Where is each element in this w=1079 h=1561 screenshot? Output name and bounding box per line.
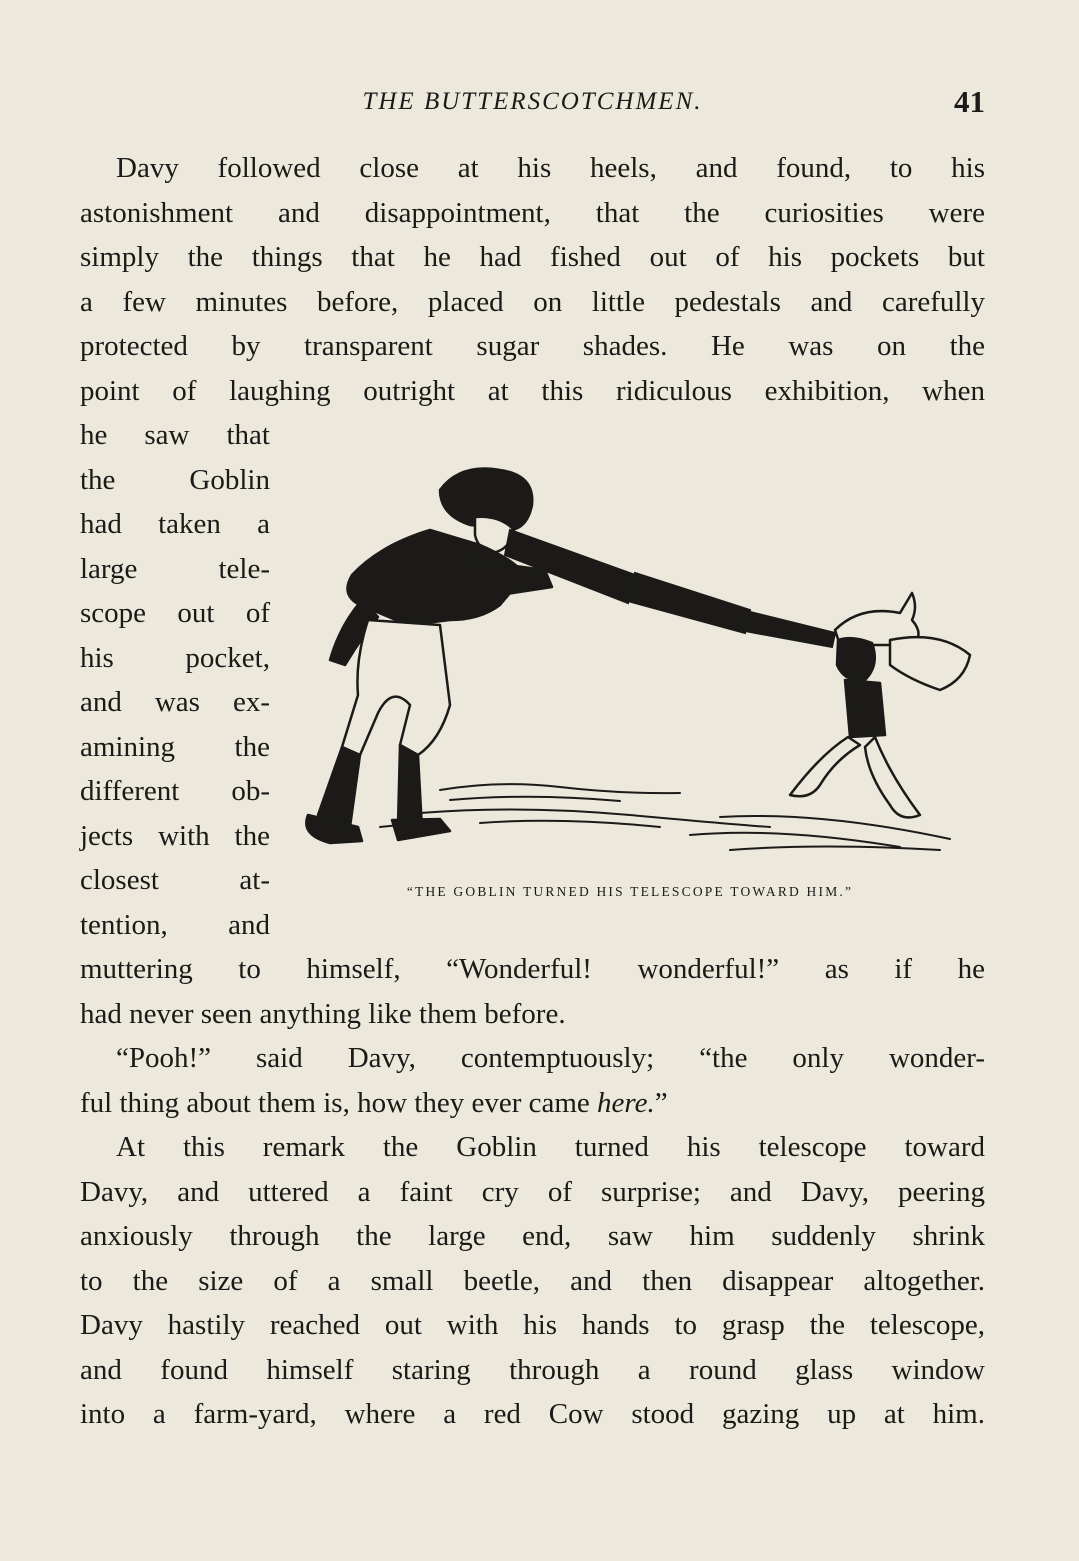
text-line: simply the things that he had fished out of his pockets but [80,241,985,273]
goblin-cape [890,637,970,690]
text-line: into a farm-yard, where a red Cow stood gazing up at him. [80,1398,985,1430]
text-line: his pocket, [80,641,270,674]
text-line: amining the [80,730,270,763]
goblin-face [837,638,875,680]
text-line: Davy followed close at his heels, and found, to his [116,152,985,184]
text-line: the Goblin [80,463,270,496]
italic-emphasis: here. [597,1086,655,1119]
text-line: and found himself staring through a round glass window [80,1353,985,1386]
text-line: and was ex- [80,686,270,718]
text-line: to the size of a small beetle, and then disappear altogether. [80,1264,985,1297]
running-head [80,82,985,122]
goblin-body [845,680,885,737]
text-line: a few minutes before, placed on little pedestals and carefully [80,285,985,318]
text-line: had never seen anything like them before. [80,997,566,1030]
paragraph-1-opening [80,146,985,413]
text-segment: ful thing about them is, how they ever came [80,1086,598,1119]
text-segment: ” [654,1086,668,1119]
text-line: closest at- [80,864,270,896]
text-line: large tele- [80,552,270,585]
text-line: protected by transparent sugar shades. He was on the [80,330,985,362]
boy-figure [306,469,552,843]
text-line: At this remark the Goblin turned his telescope toward [116,1131,985,1163]
page-number: 41 [954,84,985,119]
text-line: had taken a [80,508,270,540]
text-line: Davy, and uttered a faint cry of surprise; and Davy, peering [80,1175,985,1208]
text-line: muttering to himself, “Wonderful! wonderful!” as if he [80,953,985,985]
boy-right-shoe [392,819,450,840]
text-line: anxiously through the large end, saw him suddenly shrink [80,1220,985,1252]
text-line: he saw that [80,419,270,451]
text-line: Davy hastily reached out with his hands to grasp the telescope, [80,1309,985,1341]
text-line: “Pooh!” said Davy, contemptuously; “the only wonder- [116,1042,985,1074]
running-title: THE BUTTERSCOTCHMEN. [362,88,703,115]
boy-left-leg [318,747,360,827]
goblin-figure [790,593,970,817]
boy-right-leg [398,745,422,829]
goblin-legs [790,737,920,817]
paragraphs-continued [80,947,985,1437]
text-line [80,1081,985,1126]
text-line: tention, and [80,908,270,941]
goblin-telescope-illustration [300,455,990,875]
paragraph-1-wrapped-column [80,413,270,947]
text-line: jects with the [80,819,270,852]
text-line: scope out of [80,597,270,629]
text-line: astonishment and disappointment, that the curiosities were [80,196,985,229]
figure-caption: “THE GOBLIN TURNED HIS TELESCOPE TOWARD HIM.” [406,884,854,899]
telescope [505,530,835,647]
text-line: different ob- [80,775,270,807]
text-line: point of laughing outright at this ridiculous exhibition, when [80,374,985,407]
ground-hatching [380,784,950,850]
